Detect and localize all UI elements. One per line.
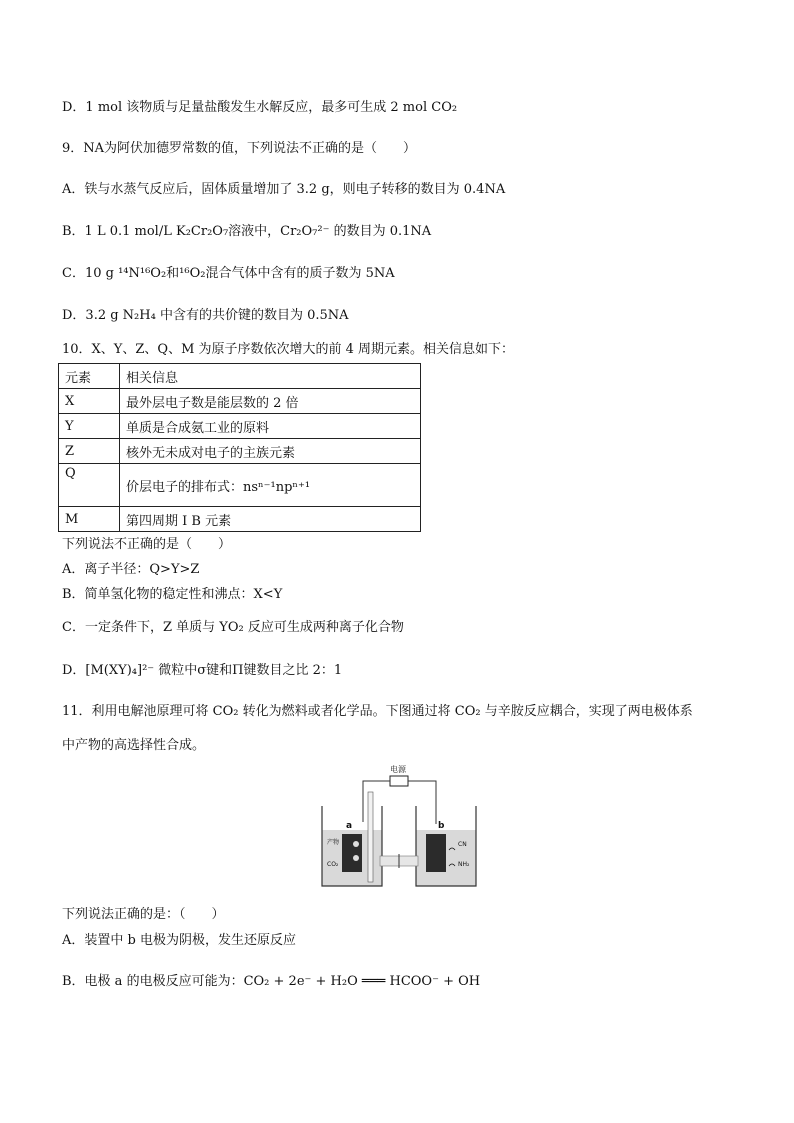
q10-option-d: D．[M(XY)₄]²⁻ 微粒中σ键和Π键数目之比 2：1 [62, 663, 343, 678]
q9-option-d: D．3.2 g N₂H₄ 中含有的共价键的数目为 0.5NA [62, 308, 349, 323]
q8-option-d-text: D．1 mol 该物质与足量盐酸发生水解反应，最多可生成 2 mol CO₂ [62, 100, 458, 115]
table-cell-element: M [59, 507, 120, 532]
q9-option-b: B．1 L 0.1 mol/L K₂Cr₂O₇溶液中，Cr₂O₇²⁻ 的数目为 0.1NA [62, 224, 432, 239]
element-info-table [58, 363, 421, 532]
table-cell-element: X [59, 389, 120, 414]
table-cell-info: 第四周期 I B 元素 [120, 507, 421, 532]
table-header-row [59, 364, 421, 389]
wire-right [408, 781, 436, 824]
power-label: 电源 [390, 765, 406, 774]
q11-question: 下列说法正确的是：（ ） [62, 907, 225, 922]
table-cell-element: Y [59, 414, 120, 439]
cn-label: CN [458, 841, 467, 848]
table-row [59, 507, 421, 532]
table-cell-element: Q [59, 464, 120, 507]
q10-option-c: C．一定条件下，Z 单质与 YO₂ 反应可生成两种离子化合物 [62, 620, 404, 635]
table-row [59, 439, 421, 464]
q11-option-a: A．装置中 b 电极为阴极，发生还原反应 [62, 933, 296, 948]
q10-stem: 10．X、Y、Z、Q、M 为原子序数依次增大的前 4 周期元素。相关信息如下： [62, 342, 515, 357]
q9-option-c: C．10 g ¹⁴N¹⁶O₂和¹⁶O₂混合气体中含有的质子数为 5NA [62, 266, 395, 281]
q9-option-a: A．铁与水蒸气反应后，固体质量增加了 3.2 g，则电子转移的数目为 0.4NA [62, 182, 506, 197]
electrode-a-label: a [346, 821, 353, 831]
q10-option-b: B．简单氢化物的稳定性和沸点：X<Y [62, 587, 283, 602]
table-cell-info: 最外层电子数是能层数的 2 倍 [120, 389, 421, 414]
table-row [59, 389, 421, 414]
q11-option-b: B．电极 a 的电极反应可能为：CO₂ + 2e⁻ + H₂O ═══ HCOO⁻ + OH [62, 974, 481, 989]
bubble [353, 855, 359, 861]
product-label: 产物 [327, 839, 340, 846]
electrolysis-diagram [318, 762, 480, 898]
table-cell-info: 核外无未成对电子的主族元素 [120, 439, 421, 464]
q10-question: 下列说法不正确的是（ ） [62, 537, 232, 552]
wire-left [363, 781, 390, 822]
q11-stem-line1: 11．利用电解池原理可将 CO₂ 转化为燃料或者化学品。下图通过将 CO₂ 与辛胺反应耦合，实现了两电极体系 [62, 704, 693, 719]
q8-option-d [62, 99, 457, 117]
table-header-element: 元素 [59, 364, 120, 389]
table-row [59, 464, 421, 507]
electrode-b [426, 834, 446, 872]
table-cell-info: 单质是合成氨工业的原料 [120, 414, 421, 439]
electrode-a [342, 834, 362, 872]
bubble [353, 841, 359, 847]
table-header-info: 相关信息 [120, 364, 421, 389]
nh2-label: NH₂ [458, 861, 470, 868]
table-cell-element: Z [59, 439, 120, 464]
q10-option-a: A．离子半径：Q>Y>Z [62, 562, 200, 577]
table-row [59, 414, 421, 439]
co2-label: CO₂ [327, 861, 339, 868]
q9-stem: 9．NA为阿伏加德罗常数的值，下列说法不正确的是（ ） [62, 141, 417, 156]
q11-stem-line2: 中产物的高选择性合成。 [62, 738, 206, 753]
gas-inlet-tube [368, 792, 373, 882]
table-cell-info: 价层电子的排布式：nsⁿ⁻¹npⁿ⁺¹ [120, 464, 421, 507]
electrode-b-label: b [438, 821, 445, 831]
power-source-box [390, 776, 408, 786]
